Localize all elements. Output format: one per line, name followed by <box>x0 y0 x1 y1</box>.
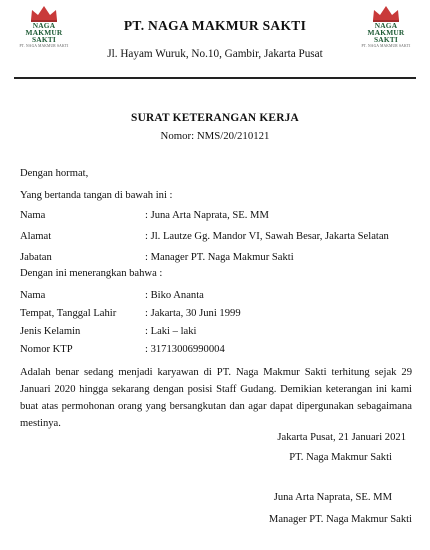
logo-text-line3: SAKTI <box>373 35 398 44</box>
signer-title: Manager PT. Naga Makmur Sakti <box>268 514 412 525</box>
company-name: PT. NAGA MAKMUR SAKTI <box>123 18 307 33</box>
signer-intro: Yang bertanda tangan di bawah ini : <box>20 190 173 201</box>
letter-body: Adalah benar sedang menjadi karyawan di PT. Naga Makmur Sakti terhitung sejak 29 Januari 2020 hingga sekarang dengan posisi Staff Gudang. Demikian keterangan ini kami buat atas permohonan orang yang bersangkutan dan agar dapat dipergunakan sebagaimana mestinya. <box>20 367 412 429</box>
logo-tagline: PT. NAGA MAKMUR SAKTI <box>19 44 69 48</box>
employee-name-value: : Biko Ananta <box>145 290 204 301</box>
logo-text-line1: NAGA <box>32 21 56 30</box>
signer-name: Juna Arta Naprata, SE. MM <box>273 492 392 503</box>
signer-position-label: Jabatan <box>20 252 52 263</box>
signer-address-label: Alamat <box>20 231 52 242</box>
employee-intro: Dengan ini menerangkan bahwa : <box>20 268 163 279</box>
company-address: Jl. Hayam Wuruk, No.10, Gambir, Jakarta Pusat <box>107 48 323 60</box>
employee-birth-value: : Jakarta, 30 Juni 1999 <box>145 308 241 319</box>
logo-text-line1: NAGA <box>374 21 398 30</box>
employee-ktp-value: : 31713006990004 <box>145 344 225 355</box>
logo-text-line2: MAKMUR <box>25 28 63 37</box>
logo-text-line2: MAKMUR <box>367 28 405 37</box>
greeting: Dengan hormat, <box>20 168 89 179</box>
letter-number: Nomor: NMS/20/210121 <box>160 130 270 142</box>
employee-gender-value: : Laki – laki <box>145 326 197 337</box>
signer-address-value: : Jl. Lautze Gg. Mandor VI, Sawah Besar, Jakarta Selatan <box>145 231 389 242</box>
signer-name-label: Nama <box>20 210 46 221</box>
signer-name-value: : Juna Arta Naprata, SE. MM <box>145 210 269 221</box>
logo-text-line3: SAKTI <box>31 35 56 44</box>
signer-position-value: : Manager PT. Naga Makmur Sakti <box>145 252 294 263</box>
company-signature-label: PT. Naga Makmur Sakti <box>289 452 392 463</box>
header-divider <box>14 77 416 79</box>
employee-name-label: Nama <box>20 290 46 301</box>
employee-ktp-label: Nomor KTP <box>20 344 73 355</box>
place-date: Jakarta Pusat, 21 Januari 2021 <box>277 432 406 443</box>
letter-title: SURAT KETERANGAN KERJA <box>131 112 299 124</box>
logo-tagline: PT. NAGA MAKMUR SAKTI <box>361 44 411 48</box>
employee-gender-label: Jenis Kelamin <box>20 326 81 337</box>
employee-birth-label: Tempat, Tanggal Lahir <box>20 308 117 319</box>
